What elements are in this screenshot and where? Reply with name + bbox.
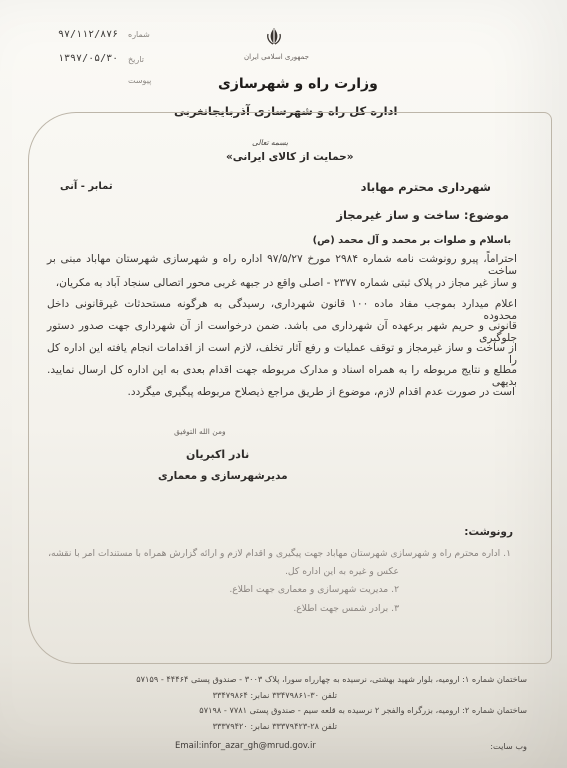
copy-item: ۲. مدیریت شهرسازی و معماری جهت اطلاع. [229,584,399,595]
urgency-note: تمابر - آنی [60,181,113,192]
footer-address-2: ساختمان شماره ۲: ارومیه، بزرگراه والفجر ۲ نرسیده به قلعه سیم - صندوق پستی ۷۷۸۱ - ۵۷۱۹۸ [199,705,527,715]
attachment-label: پیوست [128,76,152,85]
letter-date: ۱۳۹۷/۰۵/۳۰ [58,53,119,64]
copy-item: عکس و غیره به این اداره کل. [285,566,399,577]
copy-item: ۳. برادر شمس جهت اطلاع. [293,603,399,614]
body-line: است در صورت عدم اقدام لازم، موضوع از طریق مراجع ذیصلاح مربوطه پیگیری میگردد. [127,386,515,398]
ministry-title: وزارت راه و شهرسازی [218,76,378,92]
email-address: Email:infor_azar_gh@mrud.gov.ir [175,741,316,751]
emblem-caption: جمهوری اسلامی ایران [244,53,309,61]
website-label: وب سایت: [490,741,527,751]
number-label: شماره [128,30,150,39]
letter-number: ۹۷/۱۱۲/۸۷۶ [58,29,119,40]
body-line: احتراماً، پیرو رونوشت نامه شماره ۲۹۸۴ مورخ ۹۷/۵/۲۷ اداره راه و شهرسازی شهرستان مهاباد مبنی بر ساخت [47,253,518,277]
footer-phone-1: تلفن ۳۰-۳۳۴۷۹۸۶۱ نمابر: ۳۳۴۷۹۸۶۴ [212,690,337,700]
slogan: «حمایت از کالای ایرانی» [226,151,354,163]
department-title: اداره کل راه و شهرسازی آذربایجانغربی [174,104,398,118]
subject: موضوع: ساخت و ساز غیرمجاز [336,208,509,222]
body-line: و ساز غیر مجاز در پلاک ثبتی شماره ۲۳۷۷ - اصلی واقع در جبهه غربی محور اتصالی سنجاد آباد به مکریان، [55,277,517,289]
iran-emblem-icon [264,26,284,46]
date-label: تاریخ [128,55,144,64]
closing-formula: ومن الله التوفیق [174,427,226,436]
invocation: بسمه تعالی [252,138,289,147]
recipient: شهرداری محترم مهاباد [360,180,491,194]
salutation: باسلام و صلوات بر محمد و آل محمد (ص) [312,235,511,246]
copy-item: ۱. اداره محترم راه و شهرسازی شهرستان مهاباد جهت پیگیری و اقدام لازم و ارائه گزارش همراه با مستندات امر با نقشه، [48,548,511,559]
footer-phone-2: تلفن ۲۸-۳۳۳۷۹۴۲۳ نمابر: ۳۳۳۷۹۴۲۰ [212,721,337,731]
body-line: قانونی و حریم شهر برعهده آن شهرداری می باشد. ضمن درخواست از آن شهرداری جهت صدور دستور جلوگیری [47,320,517,344]
copies-heading: رونوشت: [464,526,513,538]
signatory-name: نادر اکبریان [186,448,250,461]
footer-address-1: ساختمان شماره ۱: ارومیه، بلوار شهید بهشتی، نرسیده به چهارراه سورا، پلاک ۳۰۰۳ - صندوق پستی ۴۴۴۶۴ - ۵۷۱۵۹ [136,674,527,684]
body-line: مطلع و نتایج مربوطه را به همراه اسناد و مدارک مربوطه جهت اقدام بعدی به این اداره کل ارسال نمایید. بدیهی [47,364,517,388]
body-line: اعلام میدارد بموجب مفاد ماده ۱۰۰ قانون شهرداری، رسیدگی به هرگونه مستحدثات غیرقانونی داخل محدوده [47,298,518,322]
signatory-title: مدیرشهرسازی و معماری [158,470,288,482]
body-line: از ساخت و ساز غیرمجاز و توقف عملیات و رفع آثار تخلف، لازم است از اقدامات انجام یافته این اداره کل را [47,342,517,366]
